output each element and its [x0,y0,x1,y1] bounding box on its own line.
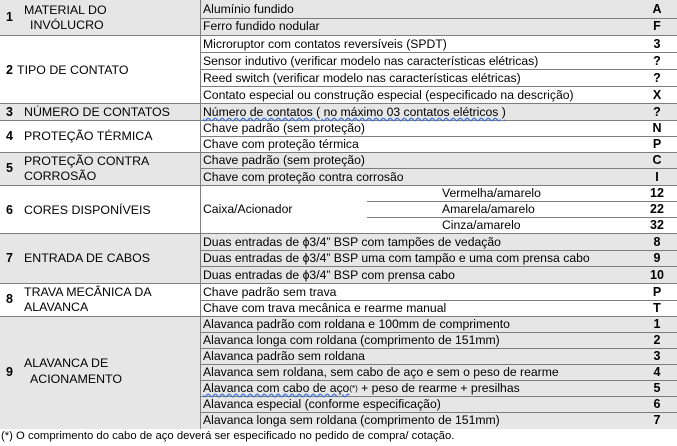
section-number: 7 [6,251,13,265]
option-code: X [652,88,662,102]
section-divider [0,103,677,104]
section-title: TIPO DE CONTATO [17,63,129,77]
option-code: 1 [653,317,661,331]
section-divider [0,283,677,284]
option-code: C [652,153,662,167]
option-code: 10 [650,268,664,282]
section-title: ENTRADA DE CABOS [24,251,150,265]
option-label-part: + peso de rearme + presilhas [357,381,520,395]
option-label: Número de contatos ( no máximo 03 contatos elétricos ) [203,105,506,119]
section-number: 5 [6,161,13,175]
option-label: Chave padrão (sem proteção) [203,121,365,135]
section-number: 9 [6,365,13,379]
option-code: 5 [653,381,661,395]
option-label: Chave padrão (sem proteção) [203,153,365,167]
section-title: CORES DISPONÍVEIS [24,203,151,217]
row-divider [200,168,677,169]
option-code: ? [653,71,661,85]
option-code: A [652,2,662,16]
option-label: Alavanca padrão sem roldana [203,349,365,363]
option-code: 9 [653,251,661,265]
option-label: Ferro fundido nodular [203,19,320,33]
option-code: 7 [653,413,661,427]
section-title: ACIONAMENTO [30,372,123,386]
section-number: 6 [6,203,13,217]
section-title: PROTEÇÃO CONTRA [24,154,150,168]
option-label: Chave com proteção contra corrosão [203,170,404,184]
section-number: 2 [6,63,13,77]
section-title: ALAVANCA [24,300,89,314]
option-label: Alavanca padrão com roldana e 100mm de comprimento [203,317,510,331]
section-number: 8 [6,292,13,306]
group-label: Caixa/Acionador [203,202,293,216]
option-code: P [652,137,662,151]
option-label: Alavanca longa com roldana (comprimento de 151mm) [203,333,500,347]
option-code: T [653,301,661,315]
row-divider [200,266,677,267]
option-label: Duas entradas de ϕ3/4” BSP uma com tampão e uma com prensa cabo [203,251,590,265]
option-code: 3 [653,37,661,51]
option-label [203,381,520,396]
option-label: Duas entradas de ϕ3/4” BSP com prensa cabo [203,268,455,282]
section-title: INVÓLUCRO [30,18,104,32]
row-divider [367,217,677,218]
section-title: PROTEÇÃO TÉRMICA [24,129,153,143]
option-code: 22 [650,202,664,216]
option-code: P [652,285,662,299]
option-code: 3 [653,349,661,363]
option-label: Sensor indutivo (verificar modelo nas características elétricas) [203,54,539,68]
option-code: 2 [653,333,661,347]
option-code: I [655,170,659,184]
option-label: Vermelha/amarelo [442,186,541,200]
option-code: F [653,19,661,33]
option-label: Reed switch (verificar modelo nas características elétricas) [203,71,521,85]
option-code: 32 [650,218,664,232]
section-title: NÚMERO DE CONTATOS [24,105,170,119]
row-divider [200,86,677,87]
option-label: Microruptor com contatos reversíveis (SPDT) [203,37,447,51]
option-label: Duas entradas de ϕ3/4” BSP com tampões de vedação [203,235,501,249]
section-number: 4 [6,129,13,143]
option-code: ? [653,105,661,119]
option-code: ? [653,54,661,68]
option-label: Chave com proteção térmica [203,137,359,151]
option-label: Contato especial ou construção especial (especificado na descrição) [203,88,574,102]
option-label-part: Alavanca com cabo de aço [203,381,350,395]
column-divider [200,0,201,429]
option-code: 4 [653,365,661,379]
option-label: Chave com trava mecânica e rearme manual [203,301,447,315]
section-title: TRAVA MECÂNICA DA [24,285,152,299]
footnote-mark: (*) [349,384,358,393]
option-label: Alumínio fundido [203,2,294,16]
section-number: 1 [6,10,13,24]
section-title: ALAVANCA DE [24,356,109,370]
section-divider [0,233,677,234]
section-title: CORROSÃO [24,169,97,183]
row-divider [200,69,677,70]
option-label: Alavanca sem roldana, sem cabo de aço e sem o peso de rearme [203,365,559,379]
option-label: Cinza/amarelo [442,218,521,232]
option-label: Alavanca longa sem roldana (comprimento de 151mm) [203,413,500,427]
option-code: N [652,121,662,135]
row-divider [200,52,677,53]
section-number: 3 [6,105,13,119]
footnote: (*) O comprimento do cabo de aço deverá ser especificado no pedido de compra/ cotação. [1,430,455,442]
option-label: Chave padrão sem trava [203,285,337,299]
option-label: Alavanca especial (conforme especificação) [203,397,441,411]
option-code: 8 [653,235,661,249]
section-divider [0,35,677,36]
option-code: 12 [650,186,664,200]
section-divider [0,185,677,186]
option-label: Amarela/amarelo [442,202,535,216]
section-title: MATERIAL DO [24,3,107,17]
option-code: 6 [653,397,661,411]
